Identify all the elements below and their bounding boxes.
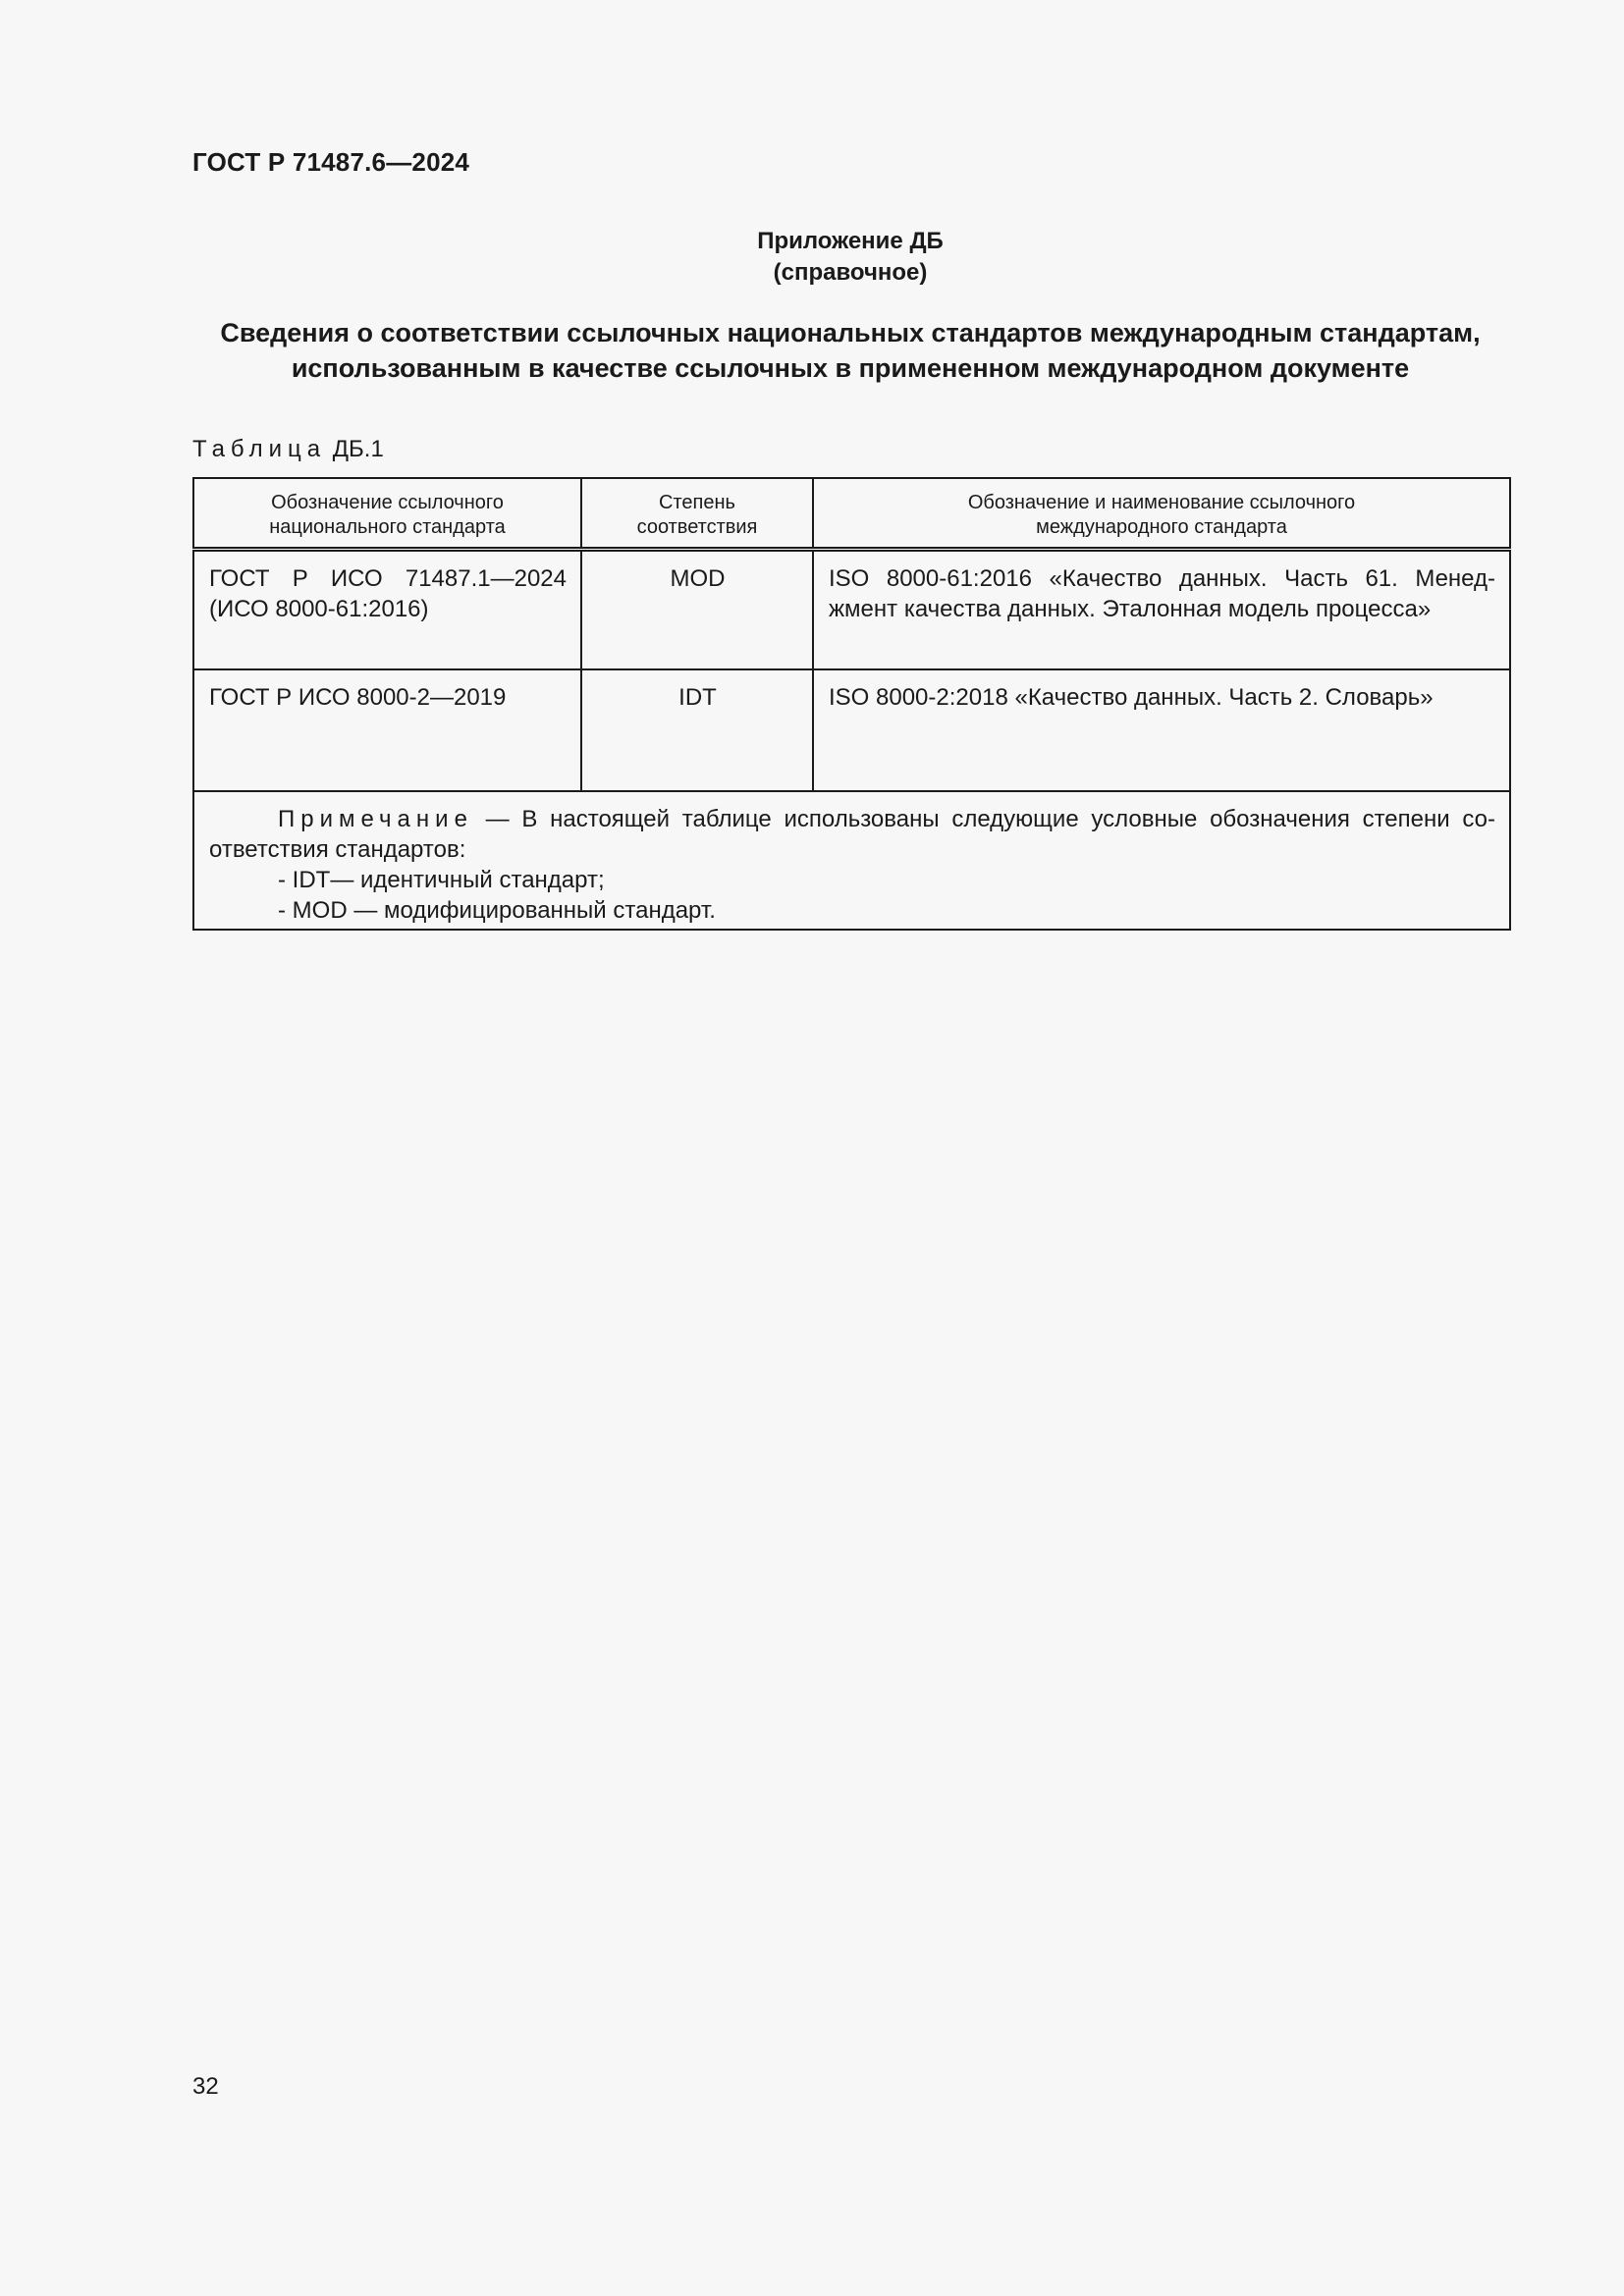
table-header-row	[193, 478, 1510, 549]
header-national-line-1: Обозначение ссылочного	[271, 492, 504, 513]
national-standard-line-1: ГОСТ Р ИСО 71487.1—2024	[209, 564, 567, 592]
header-international-line-1: Обозначение и наименование ссылочного	[967, 492, 1356, 513]
header-national-standard	[193, 478, 581, 549]
appendix-subtitle: (справочное)	[773, 259, 928, 286]
international-standard-line-2: жмент качества данных. Эталонная модель процесса»	[829, 595, 1432, 622]
note-item-idt: - IDT— идентичный стандарт;	[278, 867, 605, 893]
section-title-line-1: Сведения о соответствии ссылочных национальных стандартов международным стандартам,	[220, 318, 1481, 347]
header-degree-line-1: Степень	[659, 492, 735, 513]
cell-degree: MOD	[581, 549, 813, 669]
table-note	[193, 791, 1510, 930]
cell-national-standard: ГОСТ Р ИСО 8000-2—2019	[193, 669, 581, 791]
table-row	[193, 669, 1510, 791]
cell-degree: IDT	[581, 669, 813, 791]
header-degree	[581, 478, 813, 549]
section-title	[192, 315, 1508, 386]
reference-standards-table	[192, 477, 1511, 931]
note-text-line-2: ответствия стандартов:	[209, 836, 466, 863]
header-international-standard	[813, 478, 1510, 549]
note-item-mod: - MOD — модифицированный стандарт.	[278, 897, 716, 924]
table-row	[193, 549, 1510, 669]
note-dash: —	[472, 806, 522, 832]
cell-national-standard	[193, 549, 581, 669]
header-national-line-2: национального стандарта	[269, 516, 506, 538]
header-degree-line-2: соответствия	[636, 516, 758, 538]
section-title-line-2: использованным в качестве ссылочных в примененном международном документе	[291, 353, 1410, 383]
note-line-1	[209, 804, 1495, 834]
table-caption-number: ДБ.1	[332, 436, 384, 462]
table-note-row	[193, 791, 1510, 930]
table-caption	[192, 436, 384, 463]
note-label: Примечание	[278, 806, 473, 832]
page-number: 32	[192, 2073, 219, 2100]
document-code: ГОСТ Р 71487.6—2024	[192, 147, 470, 177]
table-caption-label: Таблица	[192, 436, 327, 462]
international-standard-line-1: ISO 8000-61:2016 «Качество данных. Часть 61. Менед-	[829, 564, 1495, 592]
national-standard-line-2: (ИСО 8000-61:2016)	[209, 595, 429, 622]
appendix-heading	[192, 226, 1508, 289]
header-international-line-2: международного стандарта	[1036, 516, 1287, 538]
cell-international-standard: ISO 8000-2:2018 «Качество данных. Часть 2. Словарь»	[813, 669, 1510, 791]
note-text-line-1: В настоящей таблице использованы следующие условные обозначения степени со-	[521, 806, 1495, 832]
appendix-title: Приложение ДБ	[757, 228, 944, 254]
cell-international-standard	[813, 549, 1510, 669]
